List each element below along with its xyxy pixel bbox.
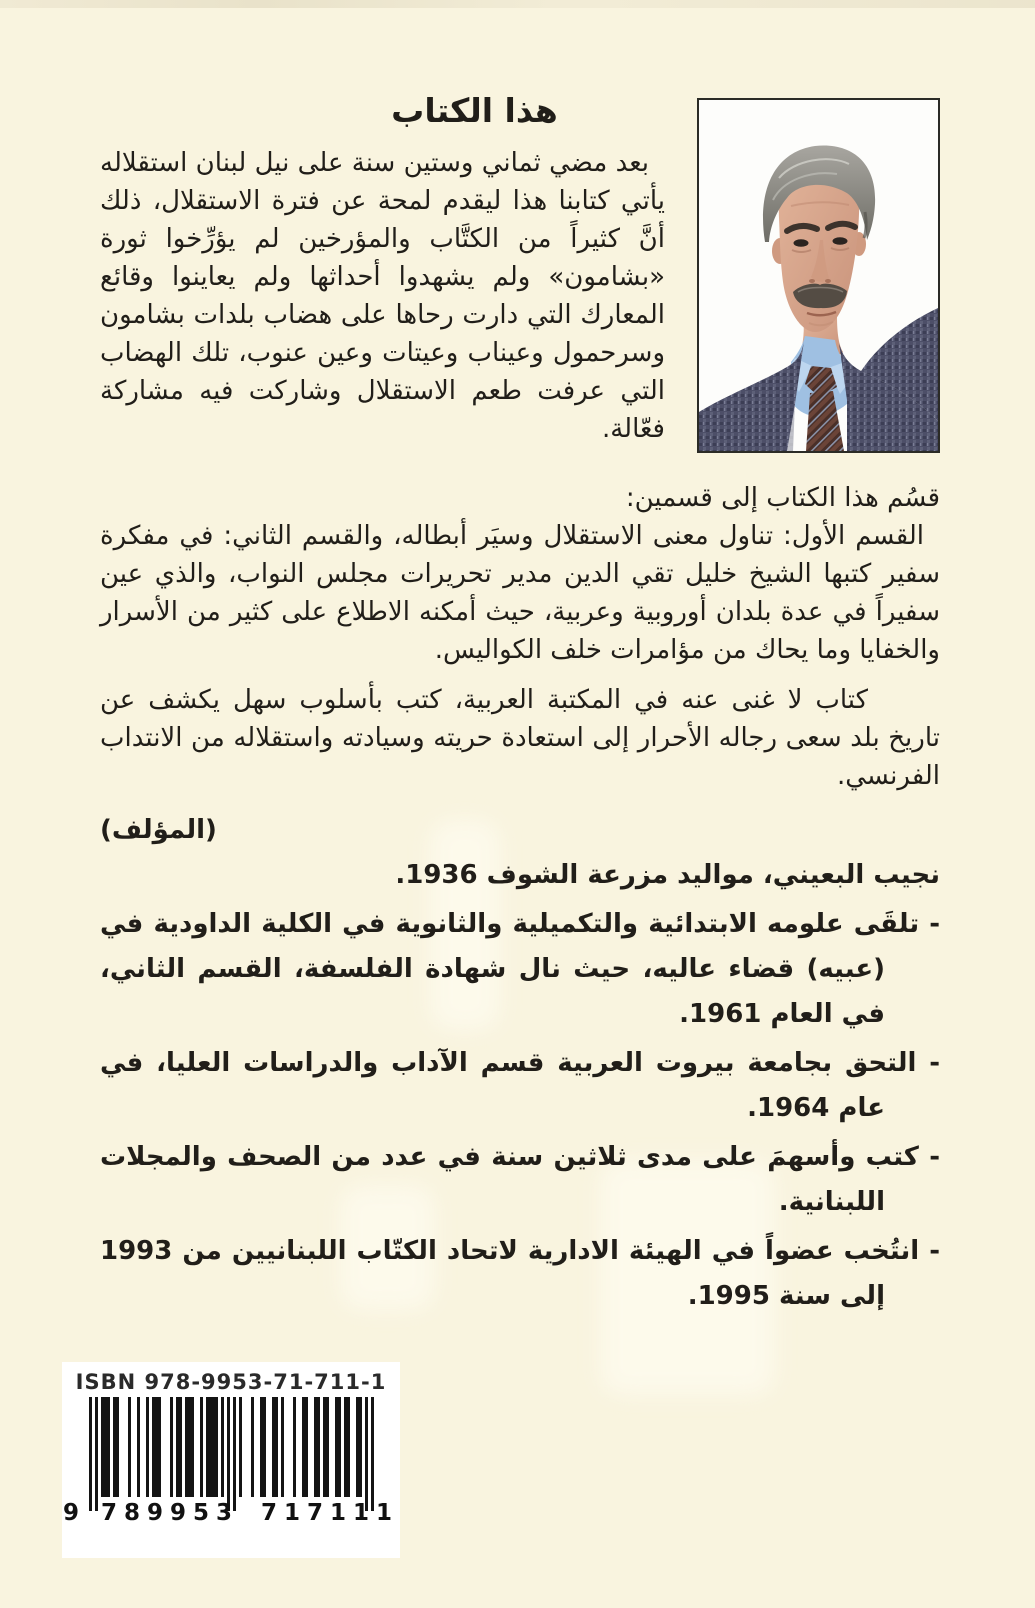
author-portrait-illustration bbox=[699, 100, 938, 451]
closing-paragraph: كتاب لا غنى عنه في المكتبة العربية، كتب بأسلوب سهل يكشف عن تاريخ بلد سعى رجاله الأحرار إلى استعادة حريته وسيادته واستقلاله من الانتداب الفرنسي. bbox=[100, 685, 940, 791]
parts-description-paragraph: القسم الأول: تناول معنى الاستقلال وسيَر أبطاله، والقسم الثاني: في مفكرة سفير كتبها الشيخ خليل تقي الدين مدير تحريرات مجلس النواب، والذي عين سفيراً في عدة بلدان أوروبية وعربية، حيث أمكنه الاطلاع على كثير من الأسرار والخفايا وما يحاك من مؤامرات خلف الكواليس. bbox=[100, 521, 940, 665]
section-title: هذا الكتاب bbox=[391, 91, 558, 130]
barcode-digit-group: 789953 bbox=[100, 1500, 239, 1526]
scan-edge-strip bbox=[0, 0, 1035, 8]
barcode-digit-group: 717111 bbox=[261, 1500, 400, 1526]
ean13-barcode bbox=[89, 1397, 374, 1511]
intro-paragraph: بعد مضي ثماني وستين سنة على نيل لبنان استقلاله يأتي كتابنا هذا ليقدم لمحة عن فترة الاستقلال، ذلك أنَّ كثيراً من الكتَّاب والمؤرخين لم يؤرِّخوا ثورة «بشامون» ولم يشهدوا أحداثها ولم يعاينوا وقائع المعارك التي دارت رحاها على هضاب بلدات بشامون وسرحمول وعيناب وعيتات وعين عنوب، تلك الهضاب التي عرفت طعم الاستقلال وشاركت فيه مشاركة فعّالة. bbox=[100, 148, 665, 444]
author-bio-line: نجيب البعيني، مواليد مزرعة الشوف 1936. bbox=[395, 860, 940, 890]
barcode-digit-leading: 9 bbox=[62, 1500, 79, 1526]
author-tag: (المؤلف) bbox=[100, 815, 217, 845]
division-line: قسُم هذا الكتاب إلى قسمين: bbox=[625, 483, 940, 513]
author-photo bbox=[697, 98, 940, 453]
author-bio-list bbox=[100, 902, 940, 1319]
bio-item: - التحق بجامعة بيروت العربية قسم الآداب والدراسات العليا، في عام 1964. bbox=[100, 1048, 940, 1123]
isbn-barcode-panel bbox=[62, 1362, 400, 1558]
bio-item: - تلقَى علومه الابتدائية والتكميلية والثانوية في الكلية الداودية في (عبيه) قضاء عاليه، حيث نال شهادة الفلسفة، القسم الثاني، في العام 1961. bbox=[100, 909, 940, 1029]
isbn-label: ISBN 978-9953-71-711-1 bbox=[75, 1370, 387, 1394]
barcode-digits bbox=[63, 1500, 399, 1526]
bio-item: - انتُخب عضواً في الهيئة الادارية لاتحاد الكتّاب اللبنانيين من 1993 إلى سنة 1995. bbox=[100, 1236, 940, 1311]
bio-item: - كتب وأسهمَ على مدى ثلاثين سنة في عدد من الصحف والمجلات اللبنانية. bbox=[100, 1142, 940, 1217]
barcode-bars bbox=[89, 1397, 374, 1515]
